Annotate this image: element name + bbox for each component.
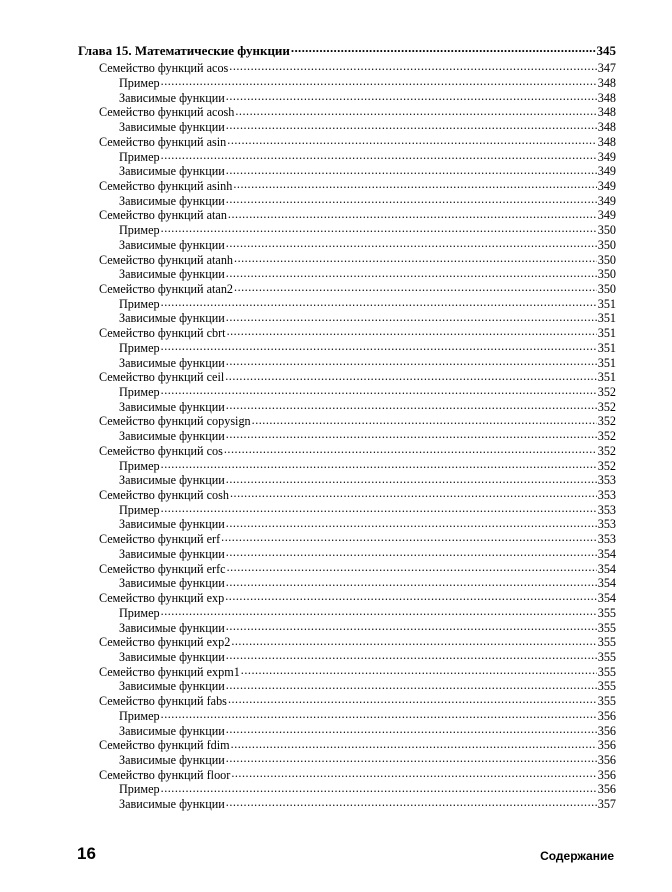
toc-entry-page: 350 (597, 237, 616, 252)
toc-entry-page: 348 (597, 120, 616, 135)
toc-entry-page: 349 (597, 149, 616, 164)
toc-subsection-entry[interactable] (78, 472, 616, 487)
toc-entry-title: Пример (119, 340, 160, 355)
toc-subsection-entry[interactable] (78, 75, 616, 90)
toc-dot-leader (161, 340, 597, 352)
toc-entry-title: Семейство функций expm1 (99, 664, 240, 679)
toc-dot-leader (161, 457, 597, 469)
toc-dot-leader (161, 781, 597, 793)
toc-section-entry[interactable] (78, 443, 616, 458)
toc-entry-title: Зависимые функции (119, 649, 225, 664)
toc-dot-leader (226, 354, 597, 366)
toc-entry-page: 349 (597, 208, 616, 223)
toc-entry-title: Семейство функций atanh (99, 252, 234, 267)
running-footer-title: Содержание (540, 849, 614, 863)
toc-entry-page: 355 (597, 620, 616, 635)
toc-dot-leader (161, 75, 597, 87)
table-of-contents (78, 42, 616, 811)
toc-entry-title: Зависимые функции (119, 267, 225, 282)
toc-section-entry[interactable] (78, 413, 616, 428)
toc-dot-leader (226, 649, 597, 661)
toc-dot-leader (161, 296, 597, 308)
toc-entry-page: 353 (597, 473, 616, 488)
toc-entry-title: Зависимые функции (119, 473, 225, 488)
toc-subsection-entry[interactable] (78, 310, 616, 325)
toc-entry-page: 352 (597, 443, 616, 458)
toc-entry-page: 345 (596, 43, 616, 58)
toc-entry-title: Семейство функций atan (99, 208, 227, 223)
toc-section-entry[interactable] (78, 693, 616, 708)
toc-section-entry[interactable] (78, 767, 616, 782)
toc-entry-title: Пример (119, 149, 160, 164)
toc-entry-page: 354 (597, 561, 616, 576)
toc-dot-leader (226, 722, 597, 734)
toc-entry-page: 357 (597, 797, 616, 812)
toc-entry-page: 351 (597, 340, 616, 355)
toc-entry-title: Зависимые функции (119, 723, 225, 738)
toc-dot-leader (224, 443, 597, 455)
toc-entry-page: 355 (597, 649, 616, 664)
toc-entry-title: Семейство функций floor (99, 767, 231, 782)
toc-entry-title: Зависимые функции (119, 164, 225, 179)
toc-subsection-entry[interactable] (78, 619, 616, 634)
toc-dot-leader (226, 796, 597, 808)
toc-entry-title: Семейство функций asin (99, 134, 227, 149)
toc-entry-title: Зависимые функции (119, 429, 225, 444)
toc-section-entry[interactable] (78, 369, 616, 384)
toc-entry-title: Семейство функций atan2 (99, 281, 234, 296)
toc-chapter-entry[interactable] (78, 42, 616, 60)
toc-section-entry[interactable] (78, 207, 616, 222)
toc-dot-leader (226, 266, 597, 278)
toc-entry-title: Семейство функций acos (99, 61, 229, 76)
toc-entry-page: 348 (597, 90, 616, 105)
toc-subsection-entry[interactable] (78, 722, 616, 737)
toc-dot-leader (161, 222, 597, 234)
toc-entry-title: Зависимые функции (119, 679, 225, 694)
toc-section-entry[interactable] (78, 104, 616, 119)
toc-subsection-entry[interactable] (78, 237, 616, 252)
toc-subsection-entry[interactable] (78, 163, 616, 178)
toc-entry-page: 351 (597, 311, 616, 326)
toc-entry-page: 354 (597, 576, 616, 591)
toc-entry-page: 351 (597, 326, 616, 341)
toc-dot-leader (231, 634, 596, 646)
toc-dot-leader (291, 42, 596, 55)
toc-entry-page: 355 (597, 605, 616, 620)
toc-dot-leader (233, 178, 596, 190)
toc-dot-leader (226, 163, 597, 175)
toc-entry-title: Пример (119, 223, 160, 238)
toc-section-entry[interactable] (78, 737, 616, 752)
toc-subsection-entry[interactable] (78, 516, 616, 531)
toc-subsection-entry[interactable] (78, 89, 616, 104)
toc-entry-page: 351 (597, 370, 616, 385)
toc-section-entry[interactable] (78, 560, 616, 575)
toc-entry-title: Зависимые функции (119, 797, 225, 812)
toc-dot-leader (235, 104, 596, 116)
toc-dot-leader (161, 502, 597, 514)
toc-entry-title: Зависимые функции (119, 120, 225, 135)
toc-dot-leader (226, 619, 597, 631)
toc-subsection-entry[interactable] (78, 781, 616, 796)
toc-entry-page: 353 (597, 502, 616, 517)
toc-entry-page: 348 (597, 75, 616, 90)
toc-entry-page: 355 (597, 664, 616, 679)
toc-dot-leader (234, 281, 597, 293)
toc-dot-leader (226, 752, 597, 764)
toc-entry-title: Зависимые функции (119, 576, 225, 591)
toc-entry-page: 355 (597, 679, 616, 694)
toc-dot-leader (161, 148, 597, 160)
toc-subsection-entry[interactable] (78, 148, 616, 163)
toc-entry-title: Пример (119, 708, 160, 723)
toc-dot-leader (161, 384, 597, 396)
toc-section-entry[interactable] (78, 325, 616, 340)
toc-entry-page: 349 (597, 193, 616, 208)
toc-entry-title: Глава 15. Математические функции (78, 43, 290, 58)
toc-entry-title: Пример (119, 502, 160, 517)
toc-dot-leader (225, 369, 597, 381)
toc-entry-title: Семейство функций ceil (99, 370, 225, 385)
toc-entry-page: 352 (597, 385, 616, 399)
toc-subsection-entry[interactable] (78, 340, 616, 355)
toc-subsection-entry[interactable] (78, 752, 616, 767)
toc-dot-leader (228, 693, 597, 705)
toc-entry-title: Семейство функций asinh (99, 178, 233, 193)
toc-section-entry[interactable] (78, 531, 616, 546)
toc-dot-leader (241, 663, 597, 675)
toc-entry-page: 350 (597, 281, 616, 296)
toc-dot-leader (227, 560, 597, 572)
toc-entry-page: 352 (597, 399, 616, 414)
toc-dot-leader (234, 251, 597, 263)
toc-subsection-entry[interactable] (78, 575, 616, 590)
toc-entry-title: Зависимые функции (119, 399, 225, 414)
toc-entry-title: Пример (119, 605, 160, 620)
toc-dot-leader (161, 708, 597, 720)
toc-dot-leader (231, 737, 597, 749)
toc-subsection-entry[interactable] (78, 546, 616, 561)
toc-entry-page: 350 (597, 223, 616, 238)
toc-entry-page: 356 (597, 708, 616, 723)
toc-entry-page: 349 (597, 178, 616, 193)
toc-entry-title: Семейство функций cos (99, 443, 223, 458)
toc-section-entry[interactable] (78, 590, 616, 605)
toc-section-entry[interactable] (78, 281, 616, 296)
toc-subsection-entry[interactable] (78, 457, 616, 472)
toc-subsection-entry[interactable] (78, 266, 616, 281)
toc-dot-leader (230, 487, 597, 499)
toc-dot-leader (226, 428, 597, 440)
toc-entry-page: 350 (597, 267, 616, 282)
toc-entry-page: 351 (597, 296, 616, 311)
toc-dot-leader (226, 472, 597, 484)
toc-dot-leader (227, 325, 597, 337)
toc-entry-page: 353 (597, 517, 616, 532)
toc-subsection-entry[interactable] (78, 796, 616, 811)
toc-entry-page: 353 (597, 532, 616, 547)
toc-dot-leader (231, 767, 596, 779)
toc-section-entry[interactable] (78, 634, 616, 649)
toc-entry-page: 352 (597, 429, 616, 444)
toc-entry-page: 354 (597, 546, 616, 561)
toc-section-entry[interactable] (78, 178, 616, 193)
toc-dot-leader (226, 546, 597, 558)
toc-entry-page: 353 (597, 488, 616, 503)
toc-entry-title: Семейство функций erf (99, 532, 221, 547)
toc-entry-title: Пример (119, 458, 160, 473)
toc-section-entry[interactable] (78, 60, 616, 75)
toc-section-entry[interactable] (78, 251, 616, 266)
toc-dot-leader (225, 590, 596, 602)
toc-section-entry[interactable] (78, 134, 616, 149)
toc-entry-page: 352 (597, 458, 616, 473)
toc-entry-page: 349 (597, 164, 616, 179)
toc-entry-page: 356 (597, 723, 616, 738)
toc-entry-title: Пример (119, 296, 160, 311)
toc-entry-page: 354 (597, 591, 616, 606)
toc-entry-title: Пример (119, 385, 160, 399)
toc-dot-leader (226, 399, 597, 411)
toc-dot-leader (252, 413, 597, 425)
toc-subsection-entry[interactable] (78, 649, 616, 664)
toc-subsection-entry[interactable] (78, 399, 616, 414)
toc-section-entry[interactable] (78, 663, 616, 678)
toc-entry-page: 352 (597, 414, 616, 429)
toc-dot-leader (226, 192, 597, 204)
toc-entry-title: Зависимые функции (119, 193, 225, 208)
toc-entry-title: Зависимые функции (119, 752, 225, 767)
toc-subsection-entry[interactable] (78, 296, 616, 311)
toc-entry-title: Семейство функций exp2 (99, 635, 231, 650)
toc-entry-page: 350 (597, 252, 616, 267)
toc-entry-title: Зависимые функции (119, 311, 225, 326)
toc-entry-title: Зависимые функции (119, 517, 225, 532)
toc-dot-leader (226, 310, 597, 322)
page-number: 16 (77, 844, 96, 863)
toc-subsection-entry[interactable] (78, 678, 616, 693)
toc-dot-leader (226, 119, 597, 131)
toc-entry-title: Семейство функций erfc (99, 561, 226, 576)
toc-dot-leader (221, 531, 597, 543)
toc-entry-title: Зависимые функции (119, 546, 225, 561)
toc-entry-title: Пример (119, 782, 160, 797)
toc-subsection-entry[interactable] (78, 192, 616, 207)
toc-dot-leader (227, 134, 596, 146)
toc-dot-leader (226, 575, 597, 587)
toc-subsection-entry[interactable] (78, 502, 616, 517)
toc-dot-leader (229, 60, 596, 72)
toc-dot-leader (226, 237, 597, 249)
toc-subsection-entry[interactable] (78, 428, 616, 443)
toc-entry-title: Зависимые функции (119, 620, 225, 635)
toc-subsection-entry[interactable] (78, 222, 616, 237)
toc-entry-title: Зависимые функции (119, 90, 225, 105)
toc-entry-page: 348 (597, 134, 616, 149)
toc-entry-page: 356 (597, 738, 616, 753)
toc-entry-title: Семейство функций cosh (99, 488, 229, 503)
toc-entry-page: 355 (597, 694, 616, 709)
toc-dot-leader (161, 605, 597, 617)
toc-entry-title: Семейство функций copysign (99, 414, 251, 429)
toc-entry-page: 355 (597, 635, 616, 650)
toc-entry-title: Семейство функций exp (99, 591, 225, 606)
toc-dot-leader (226, 516, 597, 528)
toc-dot-leader (226, 678, 597, 690)
toc-entry-page: 347 (597, 61, 616, 76)
toc-entry-title: Семейство функций fabs (99, 694, 227, 709)
toc-dot-leader (226, 89, 597, 101)
toc-entry-page: 348 (597, 105, 616, 120)
toc-entry-page: 356 (597, 767, 616, 782)
toc-entry-title: Семейство функций acosh (99, 105, 235, 120)
toc-entry-title: Зависимые функции (119, 355, 225, 370)
toc-entry-title: Семейство функций fdim (99, 738, 230, 753)
toc-subsection-entry[interactable] (78, 708, 616, 723)
toc-entry-title: Пример (119, 75, 160, 90)
toc-subsection-entry[interactable] (78, 384, 616, 399)
toc-entry-title: Зависимые функции (119, 237, 225, 252)
toc-subsection-entry[interactable] (78, 119, 616, 134)
toc-entry-title: Семейство функций cbrt (99, 326, 226, 341)
toc-dot-leader (228, 207, 597, 219)
toc-entry-page: 351 (597, 355, 616, 370)
toc-section-entry[interactable] (78, 487, 616, 502)
toc-entry-page: 356 (597, 752, 616, 767)
toc-entry-page: 356 (597, 782, 616, 797)
toc-subsection-entry[interactable] (78, 354, 616, 369)
toc-subsection-entry[interactable] (78, 605, 616, 620)
